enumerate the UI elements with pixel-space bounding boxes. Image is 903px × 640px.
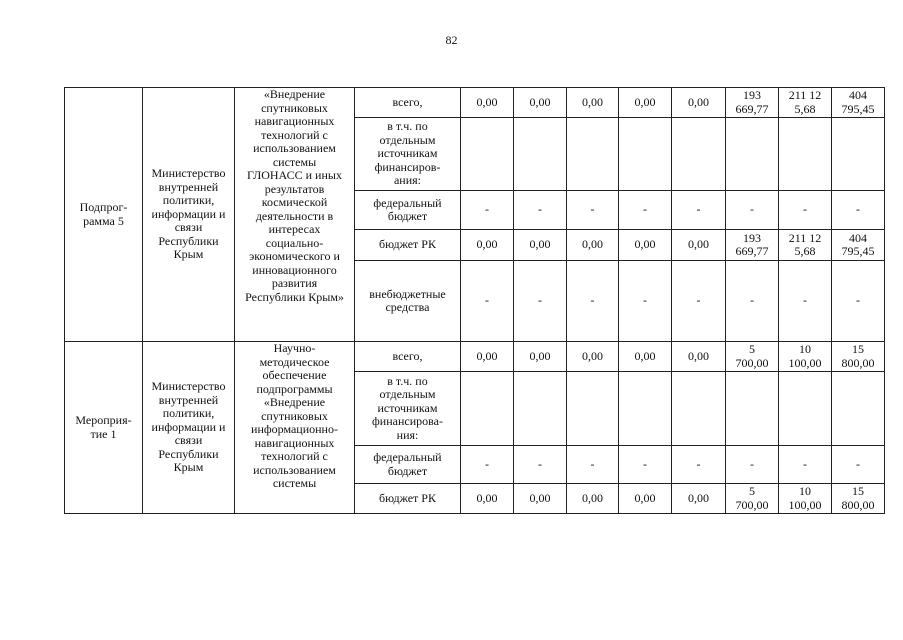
funding-source-cell: федеральный бюджет: [355, 446, 461, 484]
amount-cell: 0,00: [619, 88, 672, 118]
amount-cell: [461, 372, 514, 446]
amount-cell: -: [514, 191, 567, 230]
amount-cell: -: [461, 261, 514, 342]
amount-cell: -: [567, 446, 619, 484]
amount-cell: 0,00: [461, 342, 514, 372]
amount-cell: [779, 118, 832, 191]
amount-cell: 0,00: [567, 88, 619, 118]
amount-cell: [726, 118, 779, 191]
amount-cell: 0,00: [461, 484, 514, 514]
amount-cell: [779, 372, 832, 446]
amount-cell: -: [672, 261, 726, 342]
amount-cell: -: [461, 191, 514, 230]
amount-cell: [461, 118, 514, 191]
amount-cell: -: [672, 446, 726, 484]
amount-cell: [726, 372, 779, 446]
funding-source-cell: бюджет РК: [355, 230, 461, 261]
amount-cell: -: [672, 191, 726, 230]
amount-cell: 10 100,00: [779, 342, 832, 372]
funding-source-cell: внебюджетные средства: [355, 261, 461, 342]
program-status-cell: Мероприя- тие 1: [65, 342, 143, 514]
amount-cell: 0,00: [619, 230, 672, 261]
program-name-cell: «Внедрение спутниковых навигационных технологий с использованием системы ГЛОНАСС и иных результатов космической деятельности в интересах социально- экономического и инновационного развития Республики Крым»: [235, 88, 355, 342]
program-status-cell: Подпрог- рамма 5: [65, 88, 143, 342]
funding-source-cell: всего,: [355, 88, 461, 118]
amount-cell: 0,00: [672, 342, 726, 372]
amount-cell: [672, 118, 726, 191]
program-name-cell: Научно- методическое обеспечение подпрограммы «Внедрение спутниковых информационно- навигационных технологий с использованием системы: [235, 342, 355, 514]
amount-cell: [832, 118, 885, 191]
responsible-executor-cell: Министерство внутренней политики, информации и связи Республики Крым: [143, 88, 235, 342]
amount-cell: [514, 118, 567, 191]
table-row: [65, 342, 885, 372]
amount-cell: -: [779, 261, 832, 342]
page-number: 82: [445, 33, 458, 47]
amount-cell: 10 100,00: [779, 484, 832, 514]
amount-cell: -: [619, 446, 672, 484]
amount-cell: -: [726, 191, 779, 230]
amount-cell: 404 795,45: [832, 88, 885, 118]
amount-cell: 0,00: [514, 230, 567, 261]
amount-cell: [567, 372, 619, 446]
amount-cell: [514, 372, 567, 446]
amount-cell: 0,00: [514, 484, 567, 514]
amount-cell: 0,00: [514, 88, 567, 118]
amount-cell: -: [567, 191, 619, 230]
amount-cell: 5 700,00: [726, 342, 779, 372]
amount-cell: -: [514, 261, 567, 342]
budget-table: [64, 87, 885, 514]
funding-source-cell: в т.ч. по отдельным источникам финансиров- ания:: [355, 118, 461, 191]
amount-cell: 5 700,00: [726, 484, 779, 514]
funding-source-cell: бюджет РК: [355, 484, 461, 514]
amount-cell: -: [779, 446, 832, 484]
amount-cell: 0,00: [461, 230, 514, 261]
funding-source-cell: федеральный бюджет: [355, 191, 461, 230]
amount-cell: [619, 118, 672, 191]
amount-cell: 0,00: [567, 342, 619, 372]
amount-cell: 404 795,45: [832, 230, 885, 261]
table-row: [65, 88, 885, 118]
amount-cell: -: [567, 261, 619, 342]
amount-cell: -: [726, 446, 779, 484]
amount-cell: -: [619, 261, 672, 342]
amount-cell: 15 800,00: [832, 484, 885, 514]
amount-cell: [672, 372, 726, 446]
responsible-executor-cell: Министерство внутренней политики, информации и связи Республики Крым: [143, 342, 235, 514]
amount-cell: 0,00: [514, 342, 567, 372]
amount-cell: 0,00: [672, 88, 726, 118]
amount-cell: [567, 118, 619, 191]
amount-cell: -: [461, 446, 514, 484]
amount-cell: -: [779, 191, 832, 230]
amount-cell: 0,00: [672, 230, 726, 261]
amount-cell: 0,00: [619, 342, 672, 372]
funding-source-cell: всего,: [355, 342, 461, 372]
amount-cell: 0,00: [461, 88, 514, 118]
amount-cell: 211 12 5,68: [779, 88, 832, 118]
amount-cell: 211 12 5,68: [779, 230, 832, 261]
amount-cell: 193 669,77: [726, 88, 779, 118]
amount-cell: -: [726, 261, 779, 342]
amount-cell: [619, 372, 672, 446]
funding-source-cell: в т.ч. по отдельным источникам финансирова- ния:: [355, 372, 461, 446]
amount-cell: 0,00: [567, 484, 619, 514]
amount-cell: 0,00: [567, 230, 619, 261]
amount-cell: -: [832, 191, 885, 230]
amount-cell: -: [619, 191, 672, 230]
amount-cell: -: [514, 446, 567, 484]
amount-cell: [832, 372, 885, 446]
amount-cell: 193 669,77: [726, 230, 779, 261]
amount-cell: -: [832, 446, 885, 484]
amount-cell: 0,00: [672, 484, 726, 514]
amount-cell: -: [832, 261, 885, 342]
amount-cell: 0,00: [619, 484, 672, 514]
amount-cell: 15 800,00: [832, 342, 885, 372]
